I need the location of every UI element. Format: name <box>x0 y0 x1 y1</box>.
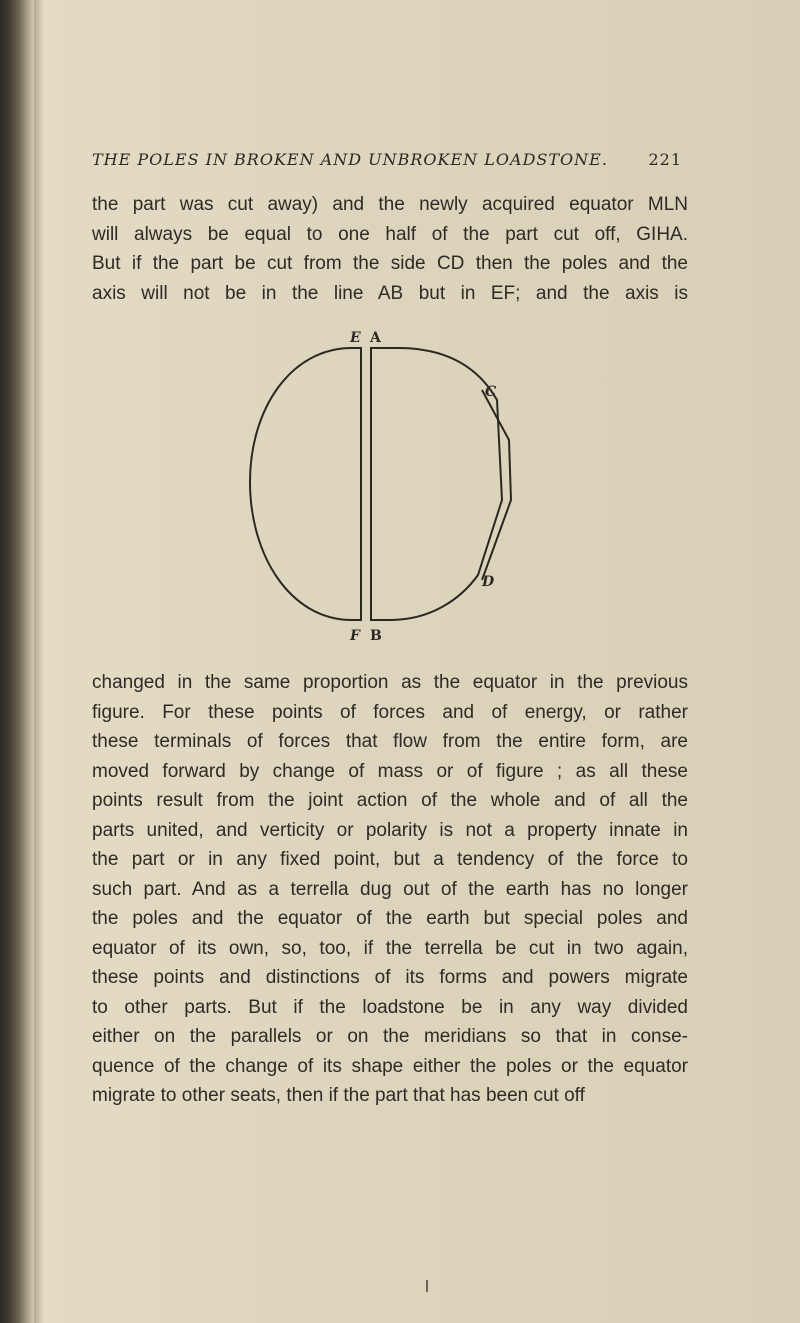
text-line: the poles and the equator of the earth but special poles and <box>92 908 688 929</box>
text-line: changed in the same proportion as the equator in the previous <box>92 672 688 693</box>
left-half-outline <box>250 348 361 620</box>
paragraph-bottom <box>92 668 688 1111</box>
running-head-title: THE POLES IN BROKEN AND UNBROKEN LOADSTONE. <box>92 150 608 169</box>
text-line: these terminals of forces that flow from the entire form, are <box>92 731 688 752</box>
text-line: the part or in any fixed point, but a tendency of the force to <box>92 849 688 870</box>
text-line: figure. For these points of forces and of energy, or rather <box>92 701 688 723</box>
running-head <box>92 150 682 176</box>
text-line: to other parts. But if the loadstone be in any way divided <box>92 996 688 1018</box>
binding-edge-shadow <box>34 0 44 1323</box>
text-line: migrate to other seats, then if the part that has been cut off <box>92 1085 585 1106</box>
text-line: will always be equal to one half of the part cut off, GIHA. <box>92 223 688 245</box>
text-line: parts united, and verticity or polarity is not a property innate in <box>92 819 688 841</box>
text-line: equator of its own, so, too, if the terrella be cut in two again, <box>92 937 688 959</box>
label-c: C <box>485 384 497 400</box>
text-line: But if the part be cut from the side CD then the poles and the <box>92 253 688 274</box>
text-line: axis will not be in the line AB but in EF; and the axis is <box>92 282 688 304</box>
book-binding-shadow <box>0 0 34 1323</box>
text-line: points result from the joint action of the whole and of all the <box>92 790 688 811</box>
loadstone-diagram <box>230 330 550 655</box>
label-a: A <box>370 330 381 346</box>
label-b: B <box>370 628 382 644</box>
text-line: quence of the change of its shape either the poles or the equator <box>92 1055 688 1077</box>
text-line: either on the parallels or on the meridians so that in conse- <box>92 1026 688 1047</box>
paragraph-top <box>92 190 688 308</box>
text-line: such part. And as a terrella dug out of the earth has no longer <box>92 878 688 900</box>
page-number: 221 <box>648 150 682 169</box>
text-line: these points and distinctions of its forms and powers migrate <box>92 967 688 988</box>
label-e: E <box>350 330 361 346</box>
text-line: the part was cut away) and the newly acquired equator MLN <box>92 194 688 215</box>
text-line: moved forward by change of mass or of figure ; as all these <box>92 760 688 782</box>
printer-mark <box>426 1280 428 1292</box>
label-d: D <box>482 574 495 590</box>
label-f: F <box>350 628 360 644</box>
